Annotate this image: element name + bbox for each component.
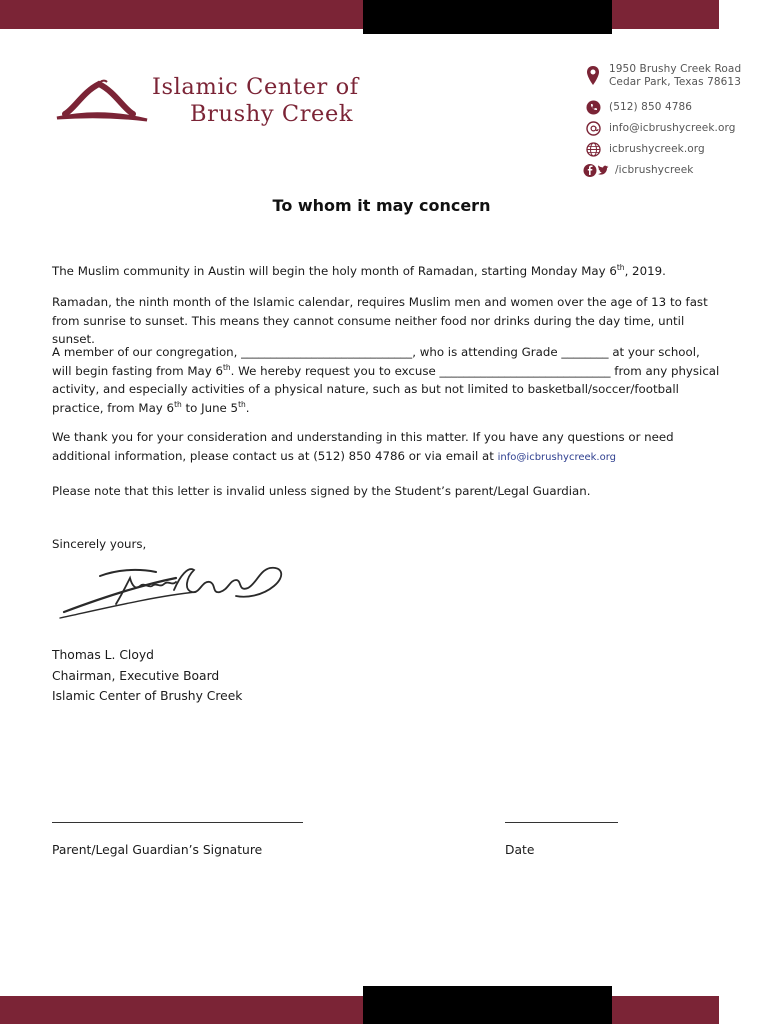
- p4-text: We thank you for your consideration and understanding in this matter. If you have any questions or need additional information, please contact us at (512) 850 4786 or via email at: [52, 430, 674, 463]
- p3-text-d: .: [245, 400, 250, 415]
- mosque-dome-icon: [55, 78, 150, 126]
- signer-title: Chairman, Executive Board: [52, 668, 220, 683]
- paragraph-3: [52, 343, 722, 417]
- date-line[interactable]: [505, 822, 618, 823]
- website-text: icbrushycreek.org: [609, 143, 705, 155]
- org-logo: [55, 74, 415, 134]
- social-handle-text: /icbrushycreek: [615, 164, 694, 176]
- location-pin-icon: [583, 65, 603, 87]
- email-row: [583, 121, 735, 136]
- paragraph-2: Ramadan, the ninth month of the Islamic calendar, requires Muslim men and women over the age of 13 to fast from sunrise to sunset. This means they cannot consume neither food nor drinks during the day time, until sunset.: [52, 295, 708, 346]
- globe-icon: [583, 142, 603, 157]
- org-name-line2: Brushy Creek: [190, 101, 354, 127]
- guardian-signature-label: Parent/Legal Guardian’s Signature: [52, 843, 263, 857]
- org-name: [152, 74, 359, 128]
- closing: Sincerely yours,: [52, 537, 147, 551]
- signer-org: Islamic Center of Brushy Creek: [52, 689, 243, 703]
- p3-text-a: A member of our congregation, _____________________________, who is attending Grade ________ at your school, will begin fasting from May 6: [52, 345, 700, 378]
- address-line1: 1950 Brushy Creek Road: [609, 63, 742, 75]
- p1-text-a: The Muslim community in Austin will begin the holy month of Ramadan, starting Monday May 6: [52, 264, 617, 278]
- paragraph-5: Please note that this letter is invalid unless signed by the Student’s parent/Legal Guardian.: [52, 484, 591, 498]
- facebook-twitter-icon: [583, 163, 609, 178]
- signer-name: Thomas L. Cloyd: [52, 648, 154, 662]
- paragraph-4: [52, 428, 722, 467]
- social-icons: [583, 163, 609, 178]
- p3-sup1: th: [222, 362, 231, 372]
- p3-sup2: th: [174, 399, 182, 409]
- top-redaction-block: [363, 0, 612, 34]
- address-row: [583, 63, 741, 89]
- website-row: [583, 142, 705, 157]
- date-label: Date: [505, 843, 535, 857]
- signer-block: [52, 645, 242, 707]
- phone-text: (512) 850 4786: [609, 101, 693, 113]
- letter-heading: To whom it may concern: [272, 196, 491, 215]
- handwritten-signature: [56, 556, 296, 620]
- email-text: info@icbrushycreek.org: [609, 122, 736, 134]
- p3-text-b: . We hereby request you to excuse _____________________________ from any physical activity, and especially activities of a physical nature, such as but not limited to basketball/soccer/football practice, from May 6: [52, 363, 720, 415]
- p3-text-c: to June 5: [181, 400, 239, 415]
- social-row: [583, 163, 693, 178]
- phone-row: [583, 100, 692, 115]
- contact-email-link[interactable]: info@icbrushycreek.org: [497, 451, 617, 463]
- paragraph-1: [52, 262, 722, 281]
- p1-sup: th: [616, 263, 625, 273]
- org-name-line1: Islamic Center of: [152, 74, 359, 100]
- p1-text-b: , 2019.: [624, 264, 666, 278]
- phone-icon: [583, 100, 603, 115]
- guardian-signature-line[interactable]: [52, 822, 303, 823]
- email-icon: [583, 121, 603, 136]
- address-text: [609, 63, 741, 89]
- p3-sup3: th: [238, 399, 246, 409]
- bottom-redaction-block: [363, 986, 612, 1024]
- address-line2: Cedar Park, Texas 78613: [609, 76, 741, 88]
